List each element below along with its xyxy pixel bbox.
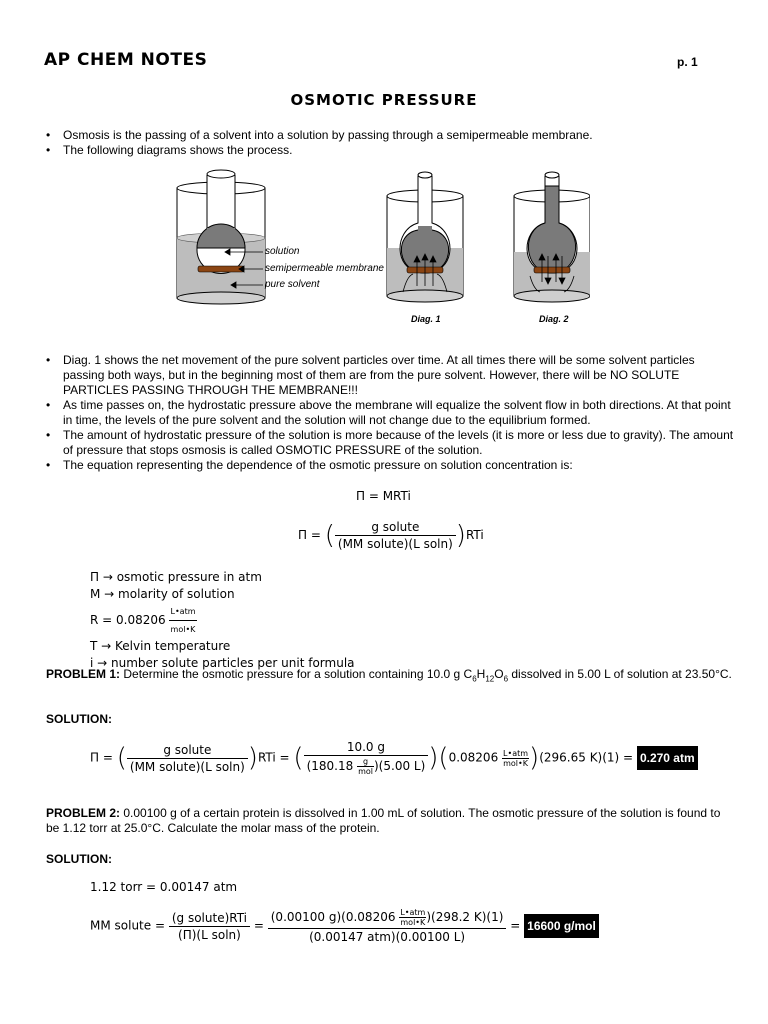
- def-t: T → Kelvin temperature: [90, 639, 231, 653]
- bullet-item: • As time passes on, the hydrostatic pressure above the membrane will equalize the solvent flow in both directions. At that point in time, the levels of the pure solvent and the solution will not change due to the equilibrium formed.: [46, 398, 736, 428]
- label-pure-solvent: pure solvent: [265, 279, 320, 290]
- def-r: R = 0.08206 $\frac{\text{L•atm}}{\text{mol•K}}$: [90, 603, 355, 638]
- problem-2-label: PROBLEM 2:: [46, 806, 121, 820]
- eq-lhs: Π =: [298, 528, 321, 542]
- beaker-diag2: [514, 172, 590, 302]
- problem-1-equation: Π = ( $\frac{\text{g solute}}{\text{(MM solute)(L soln)}}$ )RTi = ( 10.0 g (180.18 $\frac{g}{\text{mol}}$ )(5.00 L) )(0.08206 $\frac{\text{L•atm}}{\text{mol•K}}$ )(296.65 K)(1) = 0.270 atm: [90, 740, 698, 776]
- solution-1-label: SOLUTION:: [46, 712, 112, 726]
- equation-expanded: Π = ( $\frac{\text{g solute}}{\text{(MM solute)(L soln)}}$ )RTi: [298, 520, 484, 551]
- def-i: i → number solute particles per unit formula: [90, 656, 355, 670]
- problem-2: PROBLEM 2: 0.00100 g of a certain protein is dissolved in 1.00 mL of solution. The osmotic pressure of the solution is found to be 1.12 torr at 25.0°C. Calculate the molar mass of the protein.: [46, 806, 721, 835]
- problem-2-equation: MM solute = $\frac{\text{(g solute)RTi}}{\text{(Π)(L soln)}}$ = (0.00100 g)(0.08206 $\frac{\text{L•atm}}{\text{mol•K}}$ )(298.2 K)(1) (0.00147 atm)(0.00100 L) = 16600 g/mol: [90, 908, 599, 944]
- notes-title: AP CHEM NOTES: [44, 50, 208, 70]
- problem-1-label: PROBLEM 1:: [46, 667, 121, 681]
- answer-1: 0.270 atm: [637, 746, 698, 770]
- eq-numerator: g solute: [335, 520, 456, 536]
- label-solution: solution: [265, 246, 300, 257]
- bullet-item: • The following diagrams shows the process.: [46, 143, 736, 158]
- beaker-diag1: [387, 172, 463, 302]
- page-number: p. 1: [677, 55, 698, 69]
- bullet-item: • Diag. 1 shows the net movement of the pure solvent particles over time. At all times there will be some solvent particles passing both ways, but in the beginning most of them are from the pure solvent. However, there will be NO SOLUTE PARTICLES PASSING THROUGH THE MEMBRANE!!!: [46, 353, 736, 398]
- page-title: OSMOTIC PRESSURE: [290, 91, 478, 109]
- eq-rhs: RTi: [465, 528, 484, 542]
- equation-basic: Π = MRTi: [356, 489, 411, 503]
- eq-denominator: (MM solute)(L soln): [337, 537, 453, 551]
- variable-definitions: [90, 569, 355, 672]
- unit-conversion: 1.12 torr = 0.00147 atm: [90, 880, 238, 894]
- bullet-item: • The amount of hydrostatic pressure of the solution is more because of the levels (it is more or less due to gravity). The amount of pressure that stops osmosis is called OSMOTIC PRESSURE of the solution.: [46, 428, 736, 458]
- caption-diag2: Diag. 2: [539, 314, 569, 324]
- answer-2: 16600 g/mol: [524, 914, 599, 938]
- def-m: M → molarity of solution: [90, 587, 235, 601]
- explanation-bullet-list: [46, 353, 736, 473]
- label-membrane: semipermeable membrane: [265, 263, 384, 274]
- solution-2-label: SOLUTION:: [46, 852, 112, 866]
- intro-bullet-list: [46, 128, 736, 158]
- bullet-item: • Osmosis is the passing of a solvent into a solution by passing through a semipermeable membrane.: [46, 128, 736, 143]
- problem-1: PROBLEM 1: Determine the osmotic pressure for a solution containing 10.0 g $C_6H_{12}O_6$ dissolved in 5.00 L of solution at 23.50°C.: [46, 667, 732, 684]
- r-units: $\frac{\text{L•atm}}{\text{mol•K}}$: [169, 603, 196, 638]
- beaker-initial: [177, 170, 265, 304]
- def-pi: Π → osmotic pressure in atm: [90, 570, 262, 584]
- bullet-item: • The equation representing the dependence of the osmotic pressure on solution concentration is:: [46, 458, 736, 473]
- osmosis-diagram: [170, 168, 590, 328]
- caption-diag1: Diag. 1: [411, 314, 441, 324]
- eq-fraction: [335, 520, 456, 551]
- membrane: [198, 266, 244, 272]
